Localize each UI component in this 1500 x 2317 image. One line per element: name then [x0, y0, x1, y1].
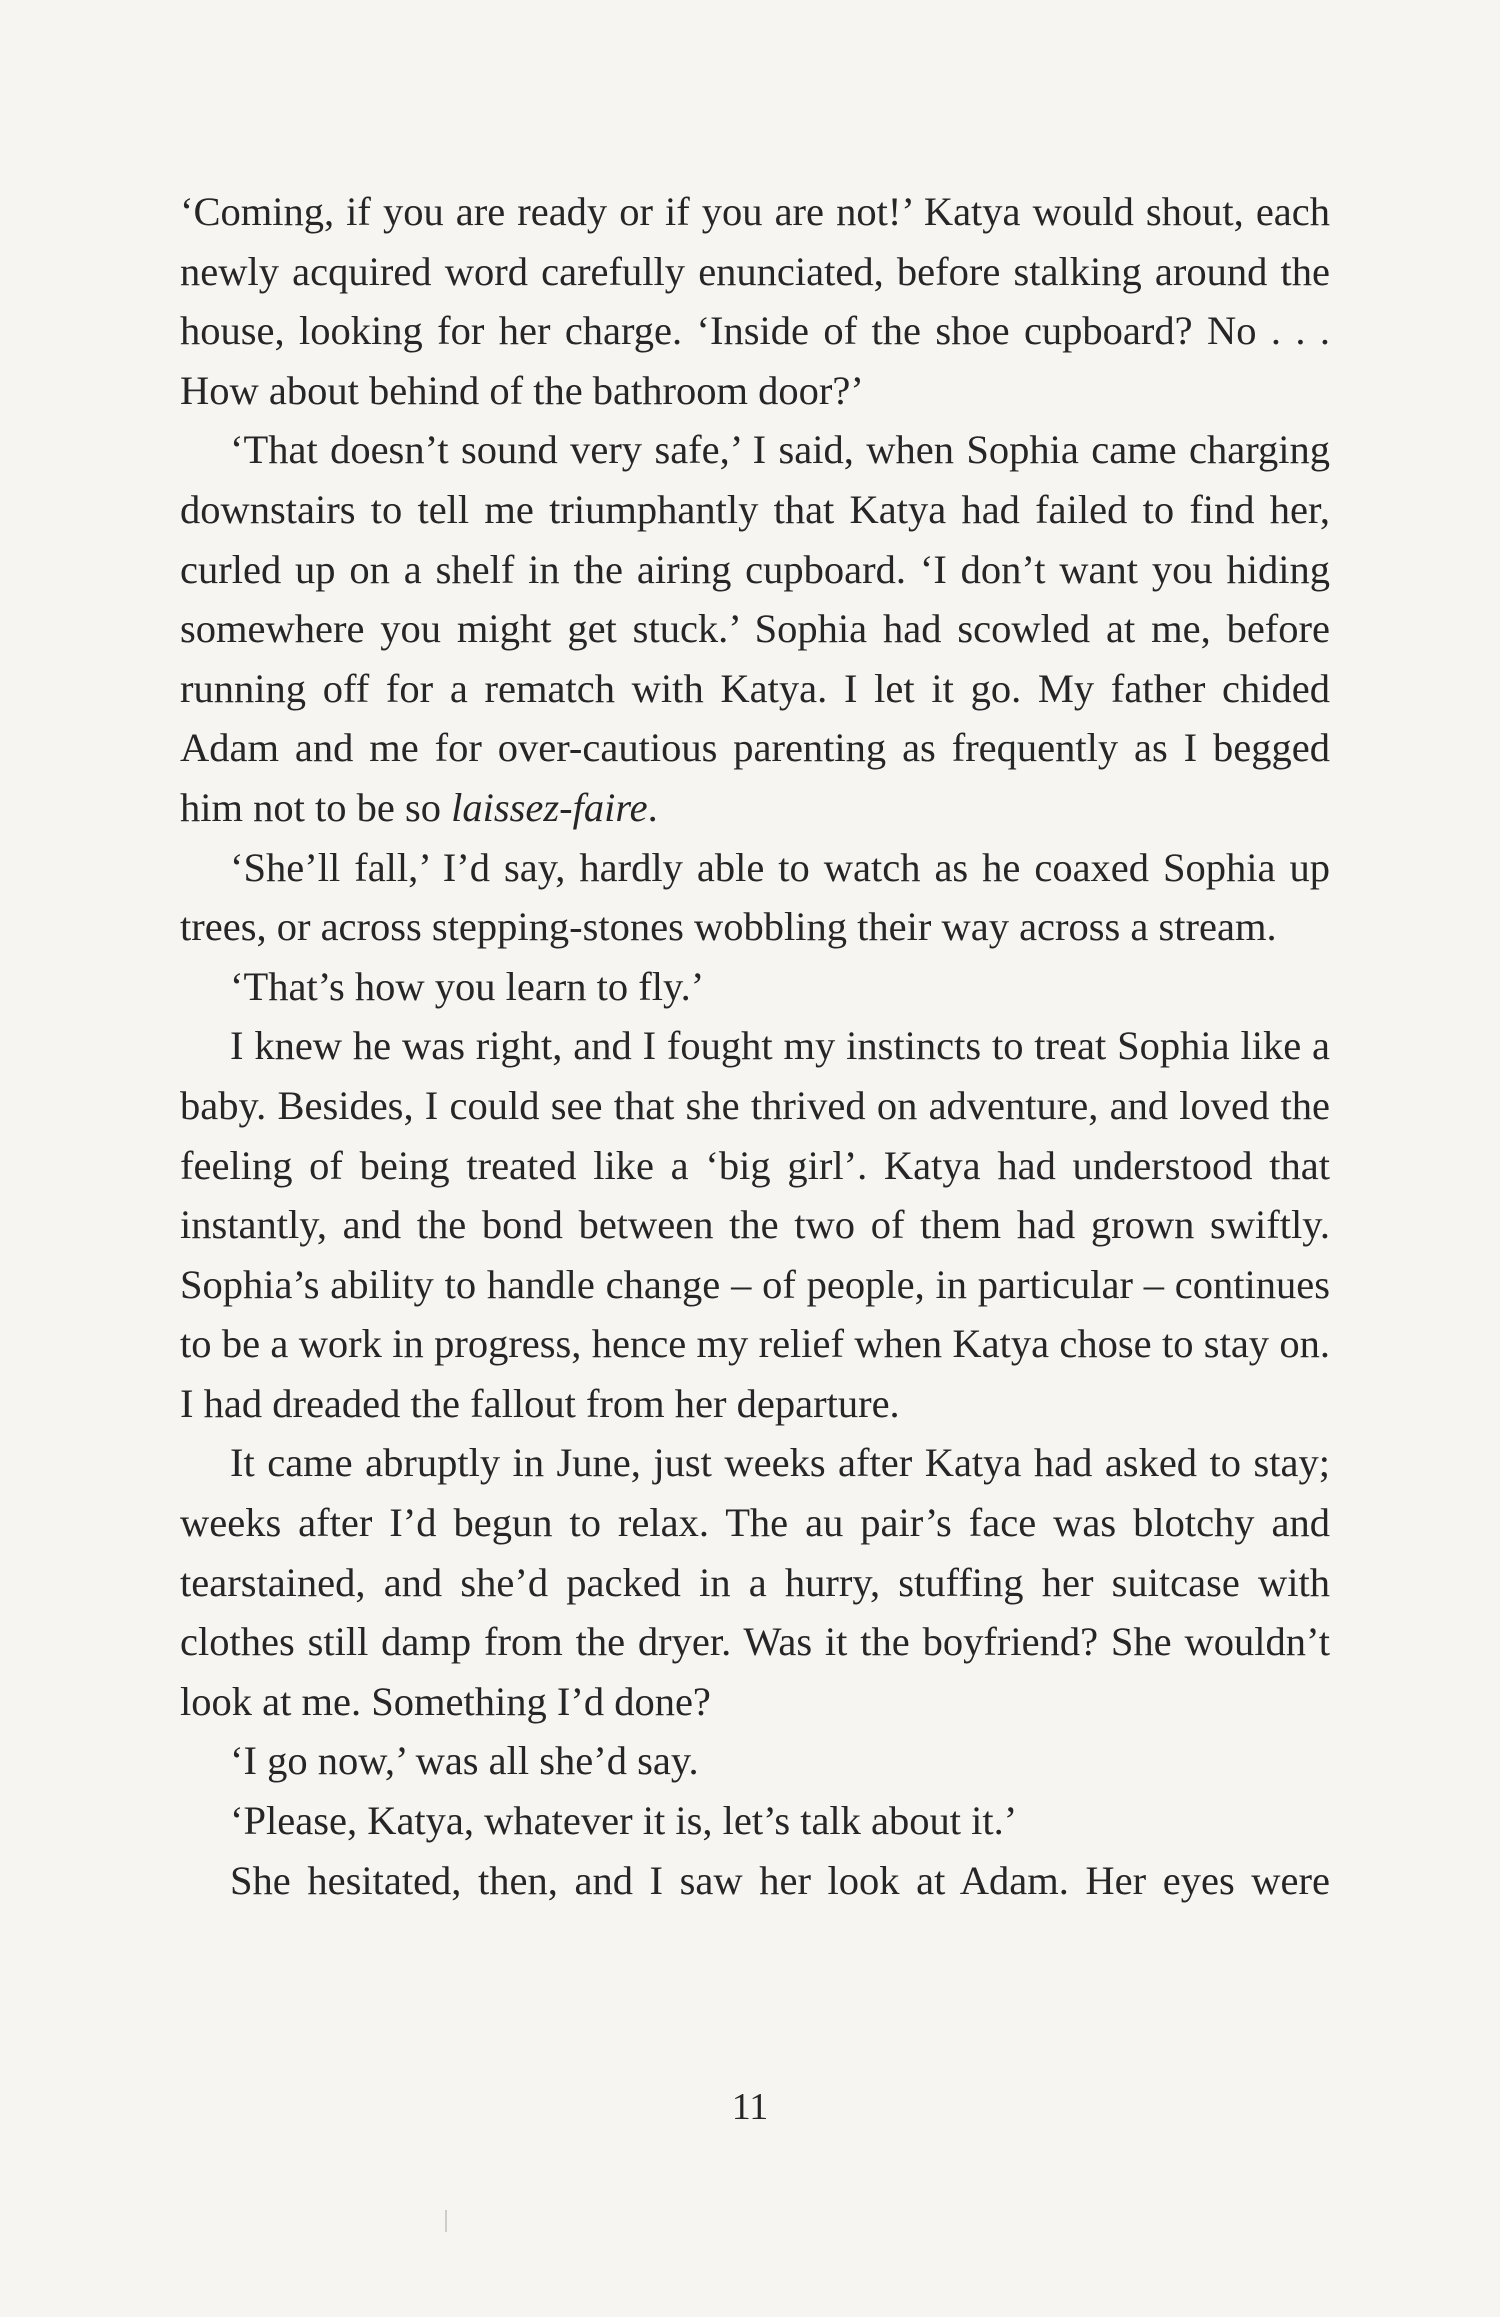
paragraph-5: I knew he was right, and I fought my instincts to treat Sophia like a baby. Besides, I could see that she thrived on adventure, and loved the feeling of being treated like a ‘big girl’. Katya had understood that instantly, and the bond between the two of them had grown swiftly. Sophia’s ability to handle change – of people, in particular – continues to be a work in progress, hence my relief when Katya chose to stay on. I had dreaded the fallout from her departure.: [180, 1023, 1330, 1426]
paragraph-3: ‘She’ll fall,’ I’d say, hardly able to watch as he coaxed Sophia up trees, or across stepping-stones wobbling their way across a stream.: [180, 844, 1330, 950]
paragraph-2-text: ‘That doesn’t sound very safe,’ I said, when Sophia came charging downstairs to tell me triumphantly that Katya had failed to find her, curled up on a shelf in the airing cupboard. ‘I don’t want you hiding somewhere you might get stuck.’ Sophia had scowled at me, before running off for a rematch with Katya. I let it go. My father chided Adam and me for over-cautious parenting as frequently as I begged him not to be so: [180, 427, 1330, 830]
page-number: 11: [731, 2086, 769, 2128]
paragraph-2-italic: laissez-faire: [451, 784, 648, 830]
paragraph-9: She hesitated, then, and I saw her look at Adam. Her eyes were: [230, 1857, 1330, 1903]
paragraph-7: ‘I go now,’ was all she’d say.: [230, 1738, 699, 1784]
paragraph-1: ‘Coming, if you are ready or if you are not!’ Katya would shout, each newly acquired word carefully enunciated, before stalking around the house, looking for her charge. ‘Inside of the shoe cupboard? No . . . How about behind of the bathroom door?’: [180, 189, 1330, 413]
paragraph-2-end: .: [647, 784, 658, 830]
paragraph-6: It came abruptly in June, just weeks after Katya had asked to stay; weeks after I’d begun to relax. The au pair’s face was blotchy and tearstained, and she’d packed in a hurry, stuffing her suitcase with clothes still damp from the dryer. Was it the boyfriend? She wouldn’t look at me. Something I’d done?: [180, 1440, 1330, 1724]
paragraph-4: ‘That’s how you learn to fly.’: [230, 963, 705, 1009]
paragraph-2: [180, 420, 1330, 837]
body-text: [180, 182, 1330, 1910]
paragraph-8: ‘Please, Katya, whatever it is, let’s talk about it.’: [230, 1798, 1018, 1844]
scan-artifact-mark: [445, 2210, 447, 2232]
